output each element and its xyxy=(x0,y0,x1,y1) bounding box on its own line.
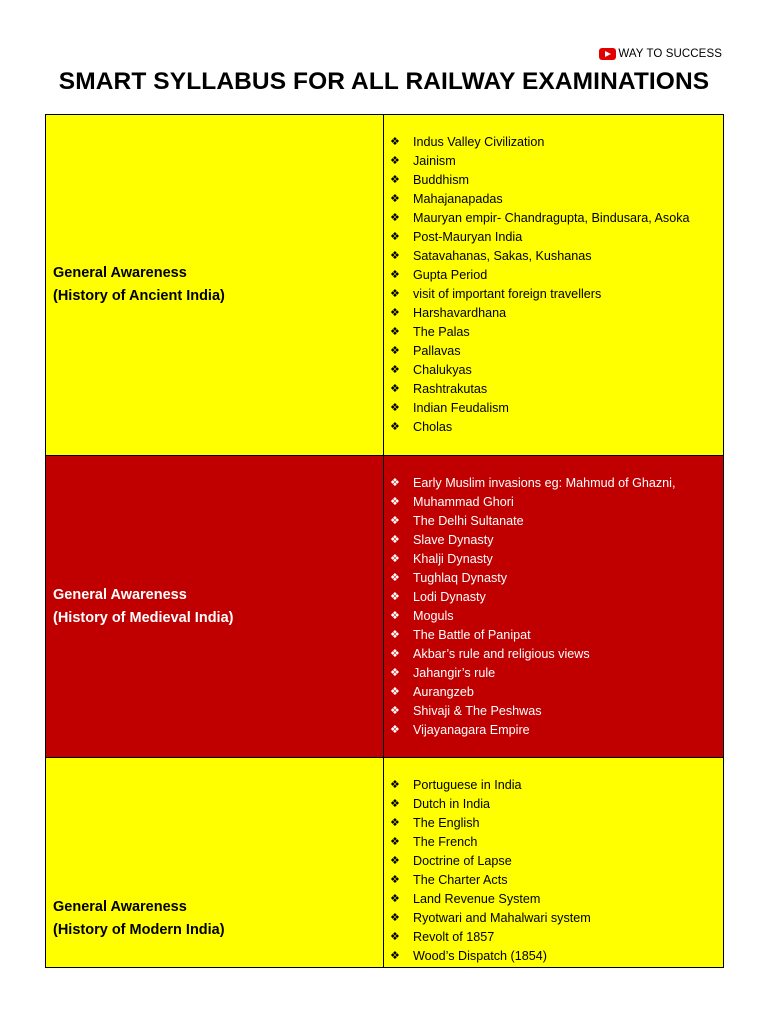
topic-item: ❖ The Charter Acts xyxy=(390,871,723,890)
subject-line-1: General Awareness xyxy=(53,586,187,603)
topic-item: ❖ Chalukyas xyxy=(390,361,723,380)
syllabus-table xyxy=(45,114,724,968)
topic-item: ❖ visit of important foreign travellers xyxy=(390,285,723,304)
section-medieval-india xyxy=(46,456,724,758)
topic-item: ❖ The Palas xyxy=(390,323,723,342)
subject-line-2: (History of Ancient India) xyxy=(53,288,225,304)
topic-item: ❖ Jainism xyxy=(390,152,723,171)
topic-item: ❖ Rashtrakutas xyxy=(390,380,723,399)
topic-item: ❖ Jahangir’s rule xyxy=(390,664,723,683)
topic-item: ❖ The French xyxy=(390,833,723,852)
topic-item: ❖ Wood’s Dispatch (1854) xyxy=(390,947,723,966)
topic-item: ❖ The Battle of Panipat xyxy=(390,626,723,645)
topic-item: ❖ Ryotwari and Mahalwari system xyxy=(390,909,723,928)
topic-item: ❖ Indus Valley Civilization xyxy=(390,133,723,152)
page-title: SMART SYLLABUS FOR ALL RAILWAY EXAMINATIONS xyxy=(58,68,710,95)
topic-item: ❖ Slave Dynasty xyxy=(390,531,723,550)
topic-item: ❖ Buddhism xyxy=(390,171,723,190)
topic-item: ❖ Akbar’s rule and religious views xyxy=(390,645,723,664)
topic-item: ❖ Mauryan empir- Chandragupta, Bindusara, Asoka xyxy=(390,209,723,228)
topic-item: ❖ Post-Mauryan India xyxy=(390,228,723,247)
subject-cell xyxy=(46,758,384,968)
topics-cell xyxy=(384,758,724,968)
subject-line-1: General Awareness xyxy=(53,898,187,915)
topic-item: ❖ Doctrine of Lapse xyxy=(390,852,723,871)
topic-list xyxy=(384,776,723,967)
topic-item: ❖ Early Muslim invasions eg: Mahmud of Ghazni, xyxy=(390,474,723,493)
topic-item: ❖ Land Revenue System xyxy=(390,890,723,909)
topic-item: ❖ Gupta Period xyxy=(390,266,723,285)
topics-cell xyxy=(384,115,724,456)
topic-item: ❖ Tughlaq Dynasty xyxy=(390,569,723,588)
topic-item: ❖ Pallavas xyxy=(390,342,723,361)
topic-item: ❖ Shivaji & The Peshwas xyxy=(390,702,723,721)
topic-item: ❖ Indian Feudalism xyxy=(390,399,723,418)
topic-item: ❖ The Delhi Sultanate xyxy=(390,512,723,531)
section-modern-india xyxy=(46,758,724,968)
subject-line-2: (History of Modern India) xyxy=(53,921,225,938)
channel-brand xyxy=(599,48,722,60)
topic-item: ❖ Harshavardhana xyxy=(390,304,723,323)
subject-label xyxy=(46,896,383,942)
topic-item: ❖ Dutch in India xyxy=(390,795,723,814)
subject-label xyxy=(46,584,383,630)
topic-list xyxy=(384,474,723,740)
topic-item: ❖ The English xyxy=(390,814,723,833)
topic-item: ❖ Cholas xyxy=(390,418,723,437)
subject-line-1: General Awareness xyxy=(53,265,187,281)
topics-cell xyxy=(384,456,724,758)
topic-item: ❖ Aurangzeb xyxy=(390,683,723,702)
topic-item: ❖ Moguls xyxy=(390,607,723,626)
subject-label xyxy=(46,262,383,308)
topic-item: ❖ Satavahanas, Sakas, Kushanas xyxy=(390,247,723,266)
topic-item: ❖ Portuguese in India xyxy=(390,776,723,795)
topic-item: ❖ Vijayanagara Empire xyxy=(390,721,723,740)
subject-cell xyxy=(46,115,384,456)
section-ancient-india xyxy=(46,115,724,456)
channel-name: WAY TO SUCCESS xyxy=(618,48,722,60)
topic-item: ❖ Lodi Dynasty xyxy=(390,588,723,607)
youtube-icon xyxy=(599,48,616,60)
topic-item: ❖ Revolt of 1857 xyxy=(390,928,723,947)
topic-item: ❖ Mahajanapadas xyxy=(390,190,723,209)
subject-line-2: (History of Medieval India) xyxy=(53,609,234,626)
topic-item: ❖ Muhammad Ghori xyxy=(390,493,723,512)
subject-cell xyxy=(46,456,384,758)
topic-list xyxy=(384,133,723,437)
topic-item: ❖ Khalji Dynasty xyxy=(390,550,723,569)
